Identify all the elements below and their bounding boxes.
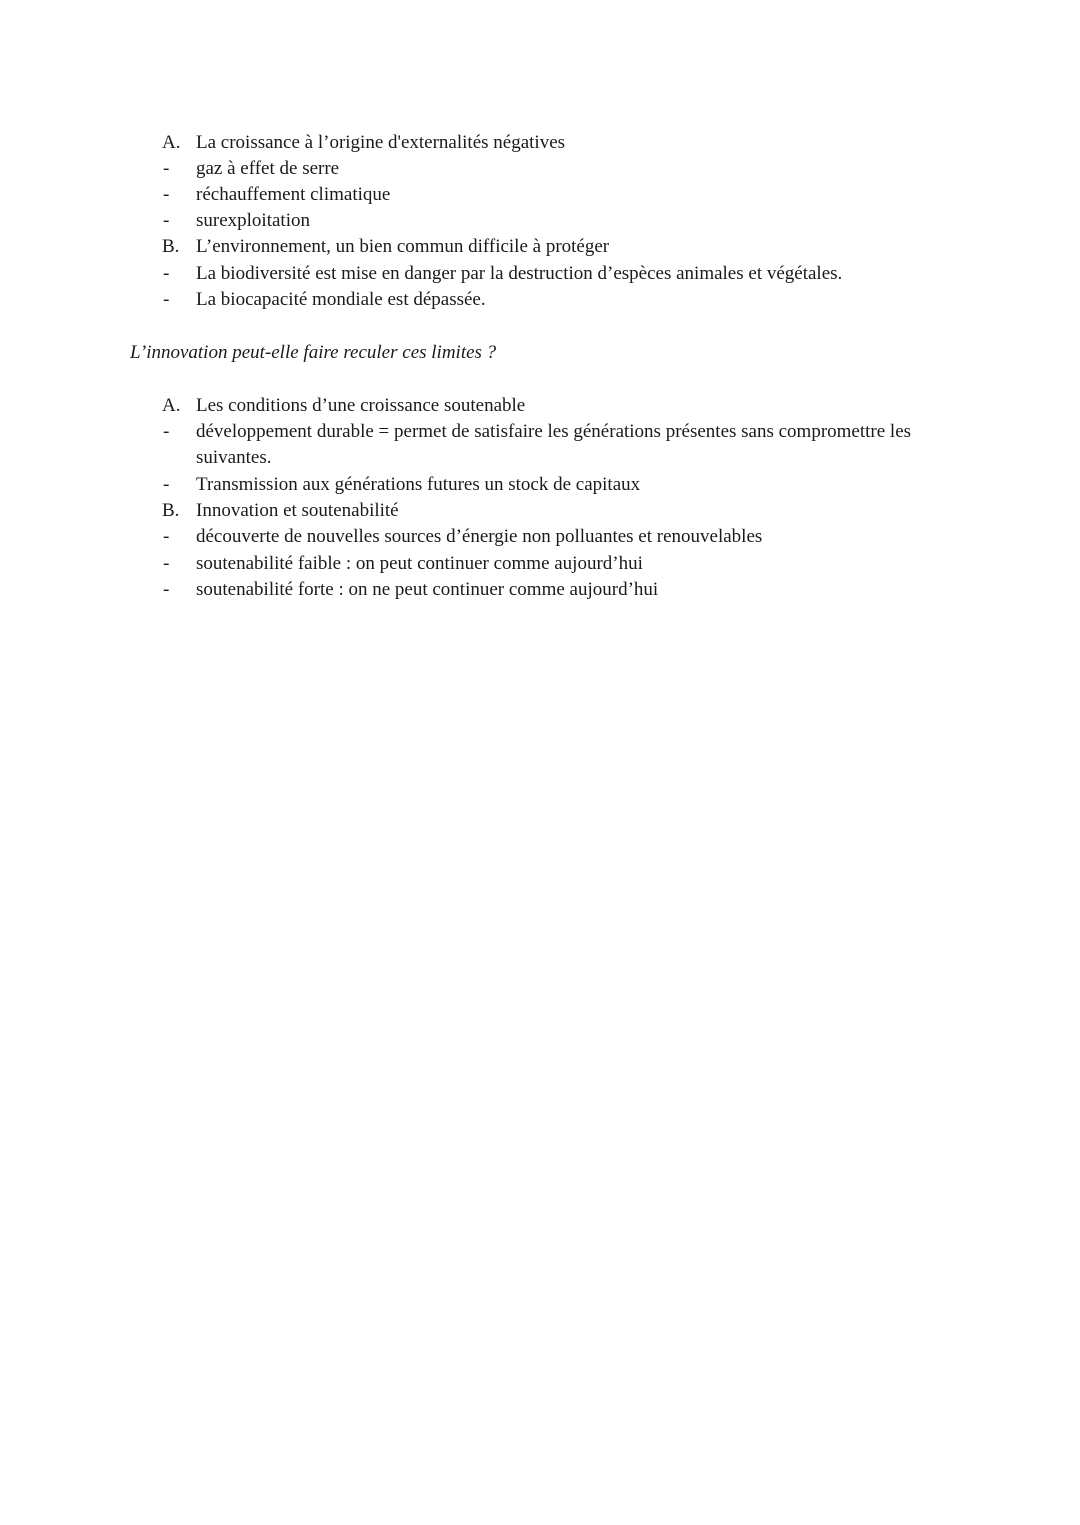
outline-marker: B. [162, 236, 180, 257]
bullet-dash: - [163, 526, 170, 547]
bullet-text: découverte de nouvelles sources d’énergie non polluantes et renouvelables [196, 526, 763, 547]
outline-text: L’environnement, un bien commun difficile à protéger [196, 236, 610, 257]
bullet-text: soutenabilité forte : on ne peut continuer comme aujourd’hui [196, 579, 659, 600]
bullet-text: gaz à effet de serre [196, 158, 340, 179]
bullet-text: Transmission aux générations futures un stock de capitaux [196, 474, 641, 495]
bullet-text: soutenabilité faible : on peut continuer comme aujourd’hui [196, 553, 643, 574]
bullet-dash: - [163, 263, 170, 284]
bullet-dash: - [163, 421, 170, 442]
bullet-dash: - [163, 184, 170, 205]
bullet-dash: - [163, 553, 170, 574]
bullet-dash: - [163, 474, 170, 495]
bullet-text: La biodiversité est mise en danger par la destruction d’espèces animales et végétales. [196, 263, 843, 284]
outline-text: La croissance à l’origine d'externalités négatives [196, 132, 566, 153]
bullet-dash: - [163, 210, 170, 231]
bullet-text: développement durable = permet de satisfaire les générations présentes sans compromettre les [196, 421, 912, 442]
bullet-dash: - [163, 289, 170, 310]
outline-marker: B. [162, 500, 180, 521]
outline-text: Innovation et soutenabilité [196, 500, 399, 521]
bullet-text: La biocapacité mondiale est dépassée. [196, 289, 486, 310]
outline-marker: A. [162, 395, 181, 416]
bullet-text: réchauffement climatique [196, 184, 391, 205]
bullet-dash: - [163, 579, 170, 600]
outline-marker: A. [162, 132, 181, 153]
bullet-text: suivantes. [196, 447, 272, 468]
outline-text: Les conditions d’une croissance soutenable [196, 395, 526, 416]
section-question: L’innovation peut-elle faire reculer ces limites ? [130, 342, 497, 363]
bullet-text: surexploitation [196, 210, 310, 231]
bullet-dash: - [163, 158, 170, 179]
